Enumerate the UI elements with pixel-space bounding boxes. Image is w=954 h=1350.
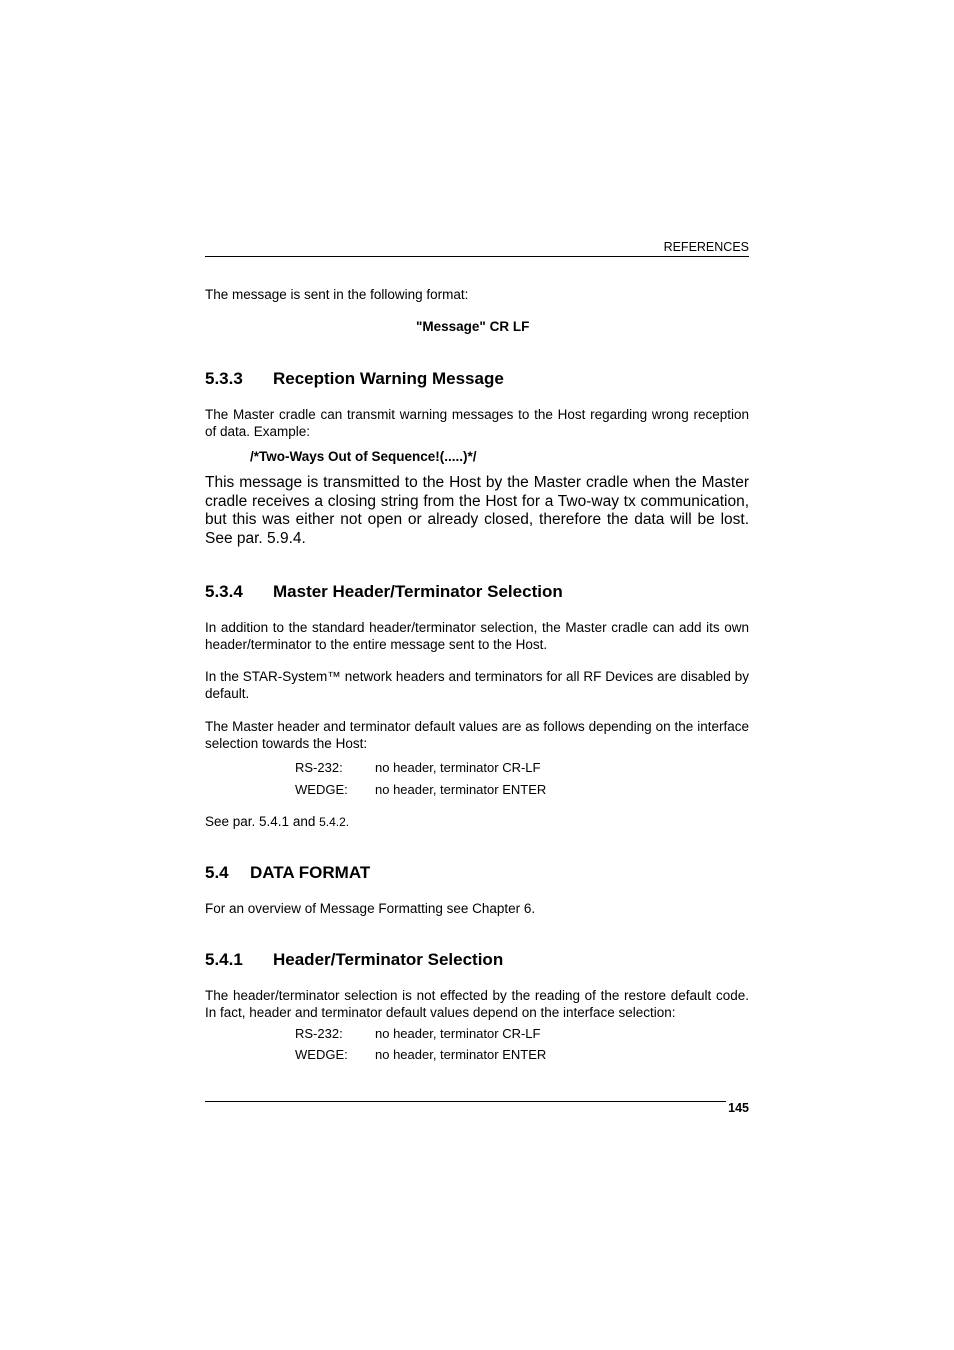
paragraph: In the STAR-System™ network headers and terminators for all RF Devices are disabled by default. (205, 669, 749, 701)
section-title: Reception Warning Message (273, 369, 504, 388)
running-header: REFERENCES (663, 240, 749, 254)
section-heading-5-3-3 (205, 369, 749, 389)
cross-reference (205, 813, 749, 831)
default-value-row (295, 1047, 695, 1063)
paragraph: For an overview of Message Formatting see Chapter 6. (205, 901, 536, 916)
header-rule (205, 256, 749, 257)
section-number: 5.3.3 (205, 369, 243, 388)
section-heading-5-3-4 (205, 582, 749, 602)
section-title: Header/Terminator Selection (273, 950, 504, 969)
example-message: /*Two-Ways Out of Sequence!(.....)*/ (250, 449, 477, 464)
section-number: 5.4 (205, 863, 229, 882)
section-title: DATA FORMAT (250, 863, 371, 882)
page-number: 145 (728, 1101, 749, 1115)
paragraph: The Master cradle can transmit warning messages to the Host regarding wrong reception of data. Example: (205, 407, 749, 439)
default-value-row (295, 782, 695, 798)
default-value-row (295, 1026, 695, 1042)
message-format: "Message" CR LF (416, 319, 530, 334)
footer-rule (205, 1101, 726, 1102)
see-ref: 5.4.2. (319, 815, 350, 829)
intro-text: The message is sent in the following format: (205, 287, 469, 302)
section-number: 5.3.4 (205, 582, 243, 601)
interface-default: no header, terminator ENTER (375, 1047, 547, 1062)
section-heading-5-4-1 (205, 950, 749, 970)
paragraph: In addition to the standard header/terminator selection, the Master cradle can add its own header/terminator to the entire message sent to the Host. (205, 620, 749, 652)
interface-name: RS-232: (295, 760, 343, 775)
interface-name: WEDGE: (295, 1047, 348, 1062)
interface-name: WEDGE: (295, 782, 348, 797)
interface-default: no header, terminator CR-LF (375, 760, 541, 775)
section-number: 5.4.1 (205, 950, 243, 969)
section-title: Master Header/Terminator Selection (273, 582, 563, 601)
paragraph: The header/terminator selection is not effected by the reading of the restore default code. In fact, header and terminator default values depend on the interface selection: (205, 988, 749, 1020)
see-text: See par. 5.4.1 and (205, 814, 316, 829)
interface-default: no header, terminator CR-LF (375, 1026, 541, 1041)
paragraph: This message is transmitted to the Host by the Master cradle when the Master cradle receives a closing string from the Host for a Two-way tx communication, but this was either not open or already closed, therefore the data will be lost. See par. 5.9.4. (205, 474, 749, 547)
paragraph: The Master header and terminator default values are as follows depending on the interface selection towards the Host: (205, 719, 749, 751)
interface-default: no header, terminator ENTER (375, 782, 547, 797)
interface-name: RS-232: (295, 1026, 343, 1041)
default-value-row (295, 760, 695, 776)
section-heading-5-4 (205, 863, 749, 883)
